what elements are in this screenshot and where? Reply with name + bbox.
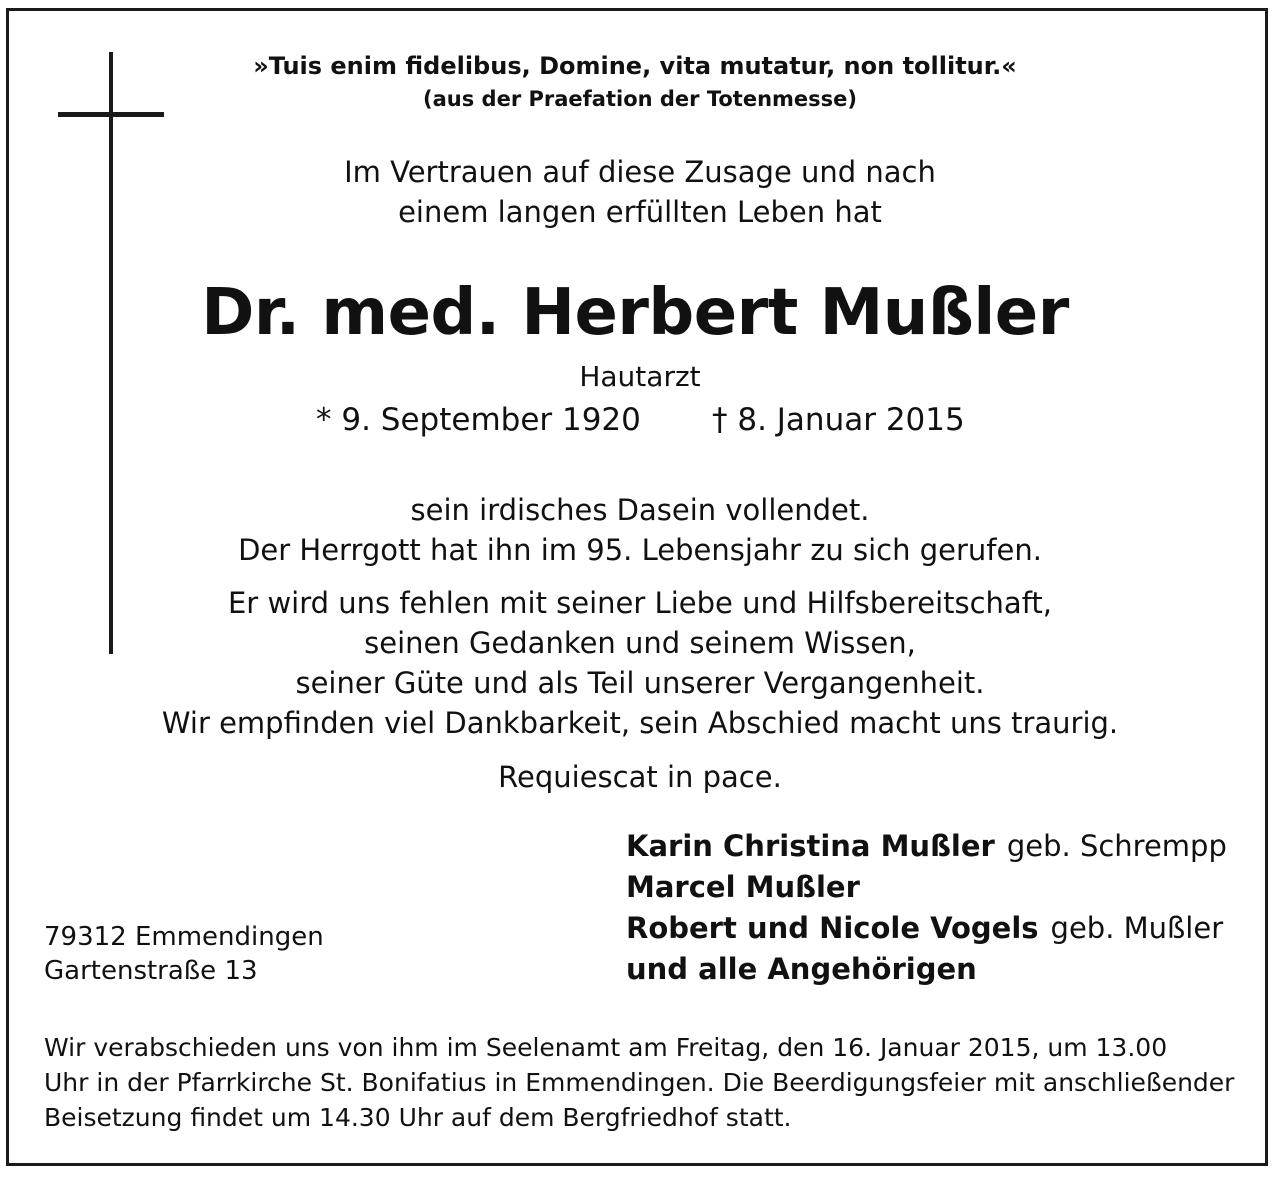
signer-name: Marcel Mußler	[626, 870, 860, 904]
motto-quote: »Tuis enim fidelibus, Domine, vita mutatur, non tollitur.«	[253, 52, 1017, 80]
intro-line: einem langen erfüllten Leben hat	[398, 195, 882, 229]
text-paragraph-2	[0, 583, 1280, 743]
funeral-info	[44, 1030, 1234, 1135]
paragraph-line: seiner Güte und als Teil unserer Vergangenheit.	[295, 666, 985, 700]
intro-line: Im Vertrauen auf diese Zusage und nach	[344, 155, 936, 189]
signer-row	[626, 908, 1227, 949]
birth-date: * 9. September 1920	[316, 402, 641, 438]
closing-text: Requiescat in pace.	[498, 760, 782, 794]
signer-row	[626, 949, 1227, 990]
paragraph-line: Der Herrgott hat ihn im 95. Lebensjahr zu sich gerufen.	[238, 533, 1042, 567]
signer-row	[626, 867, 1227, 908]
signer-note: geb. Schrempp	[1006, 829, 1227, 863]
cross-icon-bar	[58, 112, 164, 117]
signer-name: und alle Angehörigen	[626, 952, 977, 986]
intro-text	[0, 152, 1280, 232]
funeral-info-line: Wir verabschieden uns von ihm im Seelenamt am Freitag, den 16. Januar 2015, um 13.00	[44, 1033, 1168, 1062]
funeral-info-line: Uhr in der Pfarrkirche St. Bonifatius in Emmendingen. Die Beerdigungsfeier mit anschließender	[44, 1068, 1235, 1097]
paragraph-line: seinen Gedanken und seinem Wissen,	[364, 626, 916, 660]
signer-row	[626, 826, 1227, 867]
paragraph-line: Wir empfinden viel Dankbarkeit, sein Abschied macht uns traurig.	[161, 706, 1119, 740]
signer-name: Robert und Nicole Vogels	[626, 911, 1039, 945]
signer-name: Karin Christina Mußler	[626, 829, 995, 863]
death-date: † 8. Januar 2015	[712, 402, 965, 438]
deceased-profession: Hautarzt	[579, 360, 701, 393]
funeral-info-line: Beisetzung findet um 14.30 Uhr auf dem Bergfriedhof statt.	[44, 1103, 792, 1132]
motto-source: (aus der Praefation der Totenmesse)	[423, 87, 857, 111]
signer-note: geb. Mußler	[1050, 911, 1224, 945]
signers-list	[626, 826, 1227, 990]
address-street: Gartenstraße 13	[44, 956, 258, 986]
paragraph-line: sein irdisches Dasein vollendet.	[410, 493, 870, 527]
text-paragraph-1	[0, 490, 1280, 570]
address-city: 79312 Emmendingen	[44, 922, 324, 952]
address-block	[44, 920, 324, 988]
deceased-name: Dr. med. Herbert Mußler	[201, 276, 1069, 350]
paragraph-line: Er wird uns fehlen mit seiner Liebe und Hilfsbereitschaft,	[227, 586, 1052, 620]
